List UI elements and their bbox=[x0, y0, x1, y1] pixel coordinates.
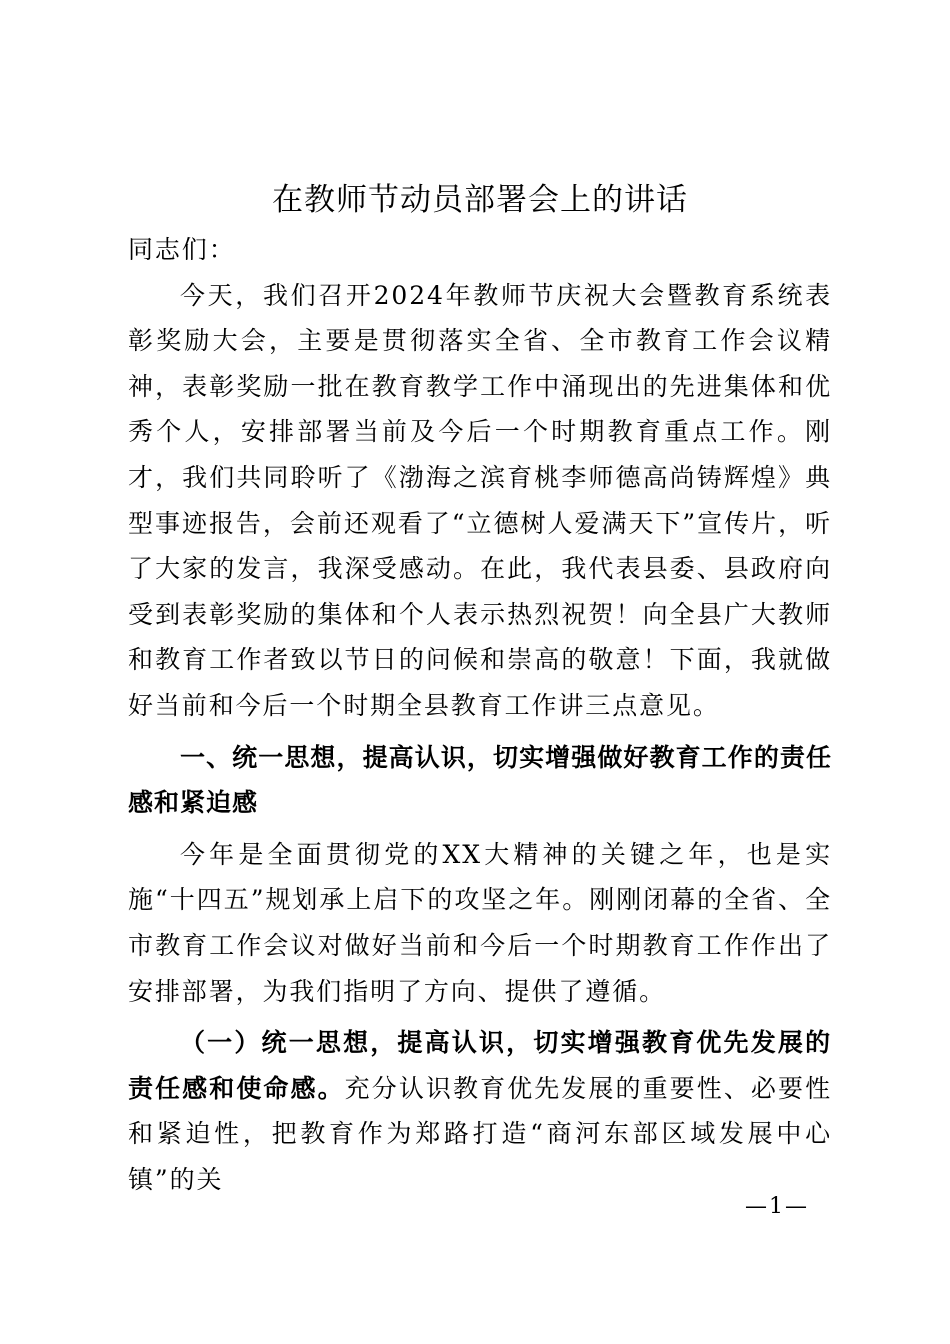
subsection-1-heading: （一）统一思想，提高认识，切实增强教育优先发展的责任感和使命感。 bbox=[128, 1028, 832, 1103]
document-body bbox=[128, 227, 832, 1202]
subsection-1-body: 充分认识教育优先发展的重要性、必要性和紧迫性，把教育作为郑路打造“商河东部区域发展中心镇”的关 bbox=[128, 1073, 832, 1194]
salutation: 同志们： bbox=[128, 235, 236, 264]
section-1-paragraph: 今年是全面贯彻党的XX大精神的关键之年，也是实施“十四五”规划承上启下的攻坚之年。刚刚闭幕的全省、全市教育工作会议对做好当前和今后一个时期教育工作作出了安排部署，为我们指明了方向、提供了遵循。 bbox=[128, 839, 832, 1006]
document-title: 在教师节动员部署会上的讲话 bbox=[272, 182, 688, 218]
section-heading-1: 一、统一思想，提高认识，切实增强做好教育工作的责任感和紧迫感 bbox=[128, 742, 832, 818]
intro-paragraph: 今天，我们召开2024年教师节庆祝大会暨教育系统表彰奖励大会，主要是贯彻落实全省、全市教育工作会议精神，表彰奖励一批在教育教学工作中涌现出的先进集体和优秀个人，安排部署当前及今后一个时期教育重点工作。刚才，我们共同聆听了《渤海之滨育桃李师德高尚铸辉煌》典型事迹报告，会前还观看了“立德树人爱满天下”宣传片，听了大家的发言，我深受感动。在此，我代表县委、县政府向受到表彰奖励的集体和个人表示热烈祝贺！向全县广大教师和教育工作者致以节日的问候和崇高的敬意！下面，我就做好当前和今后一个时期全县教育工作讲三点意见。 bbox=[128, 280, 832, 720]
subsection-1-paragraph bbox=[128, 1020, 832, 1202]
page-number: —1— bbox=[745, 1194, 809, 1219]
